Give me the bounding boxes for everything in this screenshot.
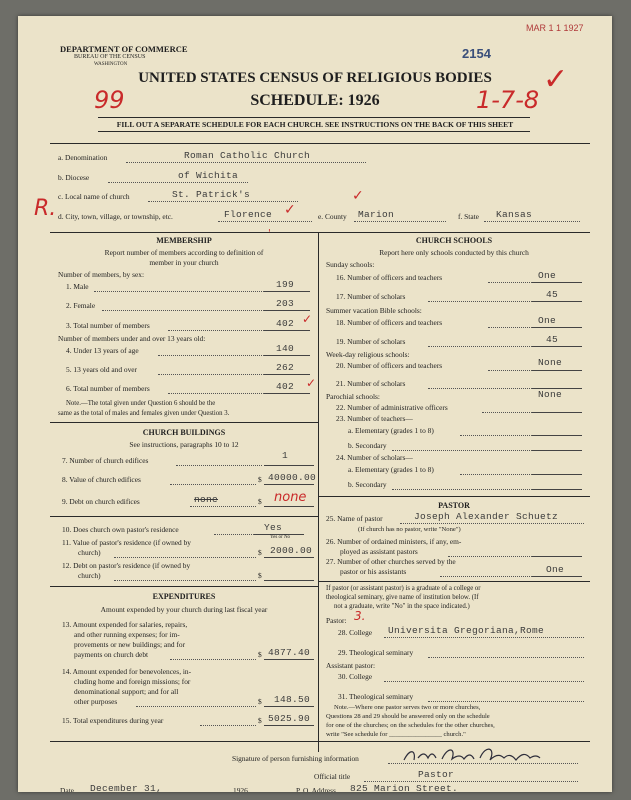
red-check-q3: ✓	[302, 312, 313, 326]
schedule-title: SCHEDULE: 1926	[250, 92, 380, 109]
q24a-label: a. Elementary (grades 1 to 8)	[348, 465, 434, 474]
q7-value: 1	[282, 450, 289, 461]
date-year: 1926.	[233, 786, 250, 792]
denomination-value: Roman Catholic Church	[184, 150, 311, 161]
date-value: December 31,	[90, 783, 163, 792]
q20-value: None	[538, 357, 563, 368]
form-title: UNITED STATES CENSUS OF RELIGIOUS BODIES	[138, 70, 492, 86]
q27-line-1: 27. Number of other churches served by the	[326, 557, 456, 566]
q2-value: 203	[276, 298, 295, 309]
red-mark-membership: '	[268, 228, 271, 239]
q28-value: Universita Gregoriana,Rome	[388, 625, 545, 636]
q24-label: 24. Number of scholars—	[336, 453, 413, 462]
column-divider	[318, 232, 319, 752]
q11-label-2: church)	[78, 548, 101, 557]
handwritten-r-mark: R.	[34, 196, 57, 221]
diocese-value: of Wichita	[178, 170, 239, 181]
q9-handwritten-none: none	[274, 490, 307, 505]
q25-hint: (If church has no pastor, write "None")	[358, 526, 461, 533]
q27-line-2: pastor or his assistants	[340, 567, 407, 576]
membership-note-2: same as the total of males and females given under Question 3.	[58, 410, 230, 417]
q3-value: 402	[276, 318, 295, 329]
q4-value: 140	[276, 343, 295, 354]
q12-label-2: church)	[78, 571, 101, 580]
q14-line-4: other purposes	[74, 697, 118, 706]
county-value: Marion	[358, 209, 395, 220]
membership-intro-2: member in your church	[149, 258, 219, 267]
q18-value: One	[538, 315, 557, 326]
q31-label: 31. Theological seminary	[338, 692, 414, 701]
q24b-label: b. Secondary	[348, 480, 387, 489]
q25-value: Joseph Alexander Schuetz	[414, 511, 559, 522]
q26-line-2: ployed as assistant pastors	[340, 547, 418, 556]
q26-line-1: 26. Number of ordained ministers, if any, em-	[326, 537, 462, 546]
q8-value: 40000.00	[268, 472, 317, 483]
pastor-note-2: Questions 28 and 29 should be answered only on the schedule	[326, 713, 490, 720]
sunday-schools-label: Sunday schools:	[326, 260, 375, 269]
expenditures-intro: Amount expended by your church during last fiscal year	[100, 605, 268, 614]
schools-heading: CHURCH SCHOOLS	[415, 236, 493, 245]
q6-label: 6. Total number of members	[66, 384, 150, 393]
q25-label: 25. Name of pastor	[326, 514, 383, 523]
bureau-label: BUREAU OF THE CENSUS	[74, 54, 146, 60]
official-title-label: Official title	[314, 772, 351, 781]
q23a-label: a. Elementary (grades 1 to 8)	[348, 426, 434, 435]
q8-label: 8. Value of church edifices	[62, 475, 141, 484]
q13-line-3: provements or new buildings; and for	[74, 640, 186, 649]
q15-value: 5025.90	[268, 713, 311, 724]
q30-label: 30. College	[338, 672, 373, 681]
pastor-handwritten-mark: 3.	[354, 609, 366, 623]
q28-label: 28. College	[338, 628, 373, 637]
q13-line-1: 13. Amount expended for salaries, repairs,	[62, 620, 188, 629]
q13-value: 4877.40	[268, 647, 311, 658]
q4-label: 4. Under 13 years of age	[66, 346, 139, 355]
q14-line-1: 14. Amount expended for benevolences, in-	[62, 667, 192, 676]
city-town-value: Florence	[224, 209, 273, 220]
city-town-label: d. City, town, village, or township, etc.	[58, 212, 173, 221]
state-value: Kansas	[496, 209, 533, 220]
q10-value: Yes	[264, 522, 283, 533]
diocese-label: b. Diocese	[58, 173, 90, 182]
q16-value: One	[538, 270, 557, 281]
q14-line-3: denominational support; and for all	[74, 687, 179, 696]
official-title-value: Pastor	[418, 769, 455, 780]
instruction-line: FILL OUT A SEPARATE SCHEDULE FOR EACH CHURCH. SEE INSTRUCTIONS ON THE BACK OF THIS SHEET	[116, 120, 514, 129]
expenditures-heading: EXPENDITURES	[152, 592, 216, 601]
handwritten-number-left: 99	[94, 86, 125, 114]
q14-line-2: cluding home and foreign missions; for	[74, 677, 191, 686]
q19-value: 45	[546, 334, 559, 345]
red-check-city: ✓	[284, 202, 296, 218]
q27-value: One	[546, 564, 565, 575]
q20-label: 20. Number of officers and teachers	[336, 361, 443, 370]
q19-label: 19. Number of scholars	[336, 337, 406, 346]
q13-line-4: payments on church debt	[74, 650, 149, 659]
q3-label: 3. Total number of members	[66, 321, 150, 330]
pastor-note-3: for one of the churches; on the schedules for the other churches,	[326, 722, 495, 729]
q15-label: 15. Total expenditures during year	[62, 716, 164, 725]
q17-label: 17. Number of scholars	[336, 292, 406, 301]
q11-label-1: 11. Value of pastor's residence (if owned by	[62, 538, 191, 547]
main-top-rule	[50, 232, 590, 233]
q9-value: none	[194, 494, 219, 505]
q12-label-1: 12. Debt on pastor's residence (if owned by	[62, 561, 191, 570]
state-label: f. State	[458, 212, 479, 221]
q22-value: None	[538, 389, 563, 400]
local-name-value: St. Patrick's	[172, 189, 251, 200]
membership-note-1: Note.—The total given under Question 6 should be the	[66, 400, 216, 407]
identity-top-rule	[50, 143, 590, 144]
q23b-label: b. Secondary	[348, 441, 387, 450]
department-label: DEPARTMENT OF COMMERCE	[60, 44, 188, 54]
summer-schools-label: Summer vacation Bible schools:	[326, 306, 422, 315]
title-rule-top	[98, 117, 530, 118]
denomination-label: a. Denomination	[58, 153, 108, 162]
buildings-heading: CHURCH BUILDINGS	[142, 428, 226, 437]
census-form-sheet: DEPARTMENT OF COMMERCE BUREAU OF THE CENSUS WASHINGTON 2154 MAR 1 1 1927 ✓ UNITED STATES CENSUS OF RELIGIOUS BODIES SCHEDULE: 1926 99 1-7-8 R. FILL OUT A SEPARATE SCHEDULE FOR EACH CHURCH. SEE INSTRUCTIONS ON THE BACK OF THIS SHEET a. Denomination Roman Catholic Church b. Diocese of Wichita c. Local name of church St. Patrick's d. City, town, village, or township, etc. Florence ✓ e. County Marion ✓ f. State Kansas MEMBERSHIP ' Report number of members according to definition of member in your church Number of members, by sex: 1. Male 199 2. Female 203 3. Total number of members 402 ✓ Number of members under and over 13 years old: 4. Under 13 years of age 140 5. 13 years old and over 262 6. Total number of members 402 ✓ Note.—The total given under Question 6 should be the same as the total of males and females given under Question 3. CHURCH BUILDINGS See instructions, paragraphs 10 to 12 7. Number of church edifices 1 8. Value of church edifices $ 40000.00 9. Debt on church edifices none $ none 10. Does church own pastor's residence Yes Yes or No 11. Value of pastor's residence (if owned by church) $ 2000.00 12. Debt on pastor's residence (if owned by church) $ EXPENDITURES Amount expended by your church during last fiscal year 13. Amount expended for salaries, repairs, and other running expenses; for im- provements or new buildings; and for payments on church debt $ 4877.40 14. Amount expended for benevolences, in- cluding home and foreign missions; for denominational support; and for all other purposes $ 148.50 15. Total expenditures during year $ 5025.90 CHURCH SCHOOLS Report here only schools conducted by this church Sunday schools: 16. Number of officers and teachers One 17. Number of scholars 45 Summer vacation Bible schools: 18. Number of officers and teachers One 19. Number of scholars 45 Week-day religious schools: 20. Number of officers and teachers None 21. Number of scholars Parochial schools: 22. Number of administrative officers None 23. Number of teachers— a. Elementary (grades 1 to 8) b. Secondary 24. Number of scholars— a. Elementary (grades 1 to 8) b. Secondary PASTOR 25. Name of pastor Joseph Alexander Schuetz (If church has no pastor, write "None") 26. Number of ordained ministers, if any, em- ployed as assistant pastors 27. Number of other churches served by the pastor or his assistants One If pastor (or assistant pastor) is a graduate of a college or theological seminary, give name of institution below. (If not a graduate, write "No" in the space indicated.) Pastor: 3. 28. College Universita Gregoriana,Rome 29. Theological seminary Assistant pastor: 30. College 31. Theological seminary Note.—Where one pastor serves two or more churches, Questions 28 and 29 should be answered only on the schedule for one of the churches; on the schedules for the other churches, write "See schedule for ________________ church." Signature of person furnishing information Official title Pastor Date December 31, 1926. P. O. Address 825 Marion Street.	[18, 16, 612, 792]
red-check-county: ✓	[352, 188, 364, 204]
membership-intro-1: Report number of members according to definition of	[104, 248, 264, 257]
signature-label: Signature of person furnishing information	[232, 754, 359, 763]
age-intro-label: Number of members under and over 13 years old:	[58, 334, 206, 343]
pastor-note-1: Note.—Where one pastor serves two or more churches,	[334, 704, 481, 711]
title-rule-bottom	[98, 131, 530, 132]
weekday-schools-label: Week-day religious schools:	[326, 350, 410, 359]
q21-label: 21. Number of scholars	[336, 379, 406, 388]
q18-label: 18. Number of officers and teachers	[336, 318, 443, 327]
q10-label: 10. Does church own pastor's residence	[62, 525, 179, 534]
po-address-value: 825 Marion Street.	[350, 783, 459, 792]
schools-intro: Report here only schools conducted by this church	[379, 248, 529, 257]
q17-value: 45	[546, 289, 559, 300]
q5-value: 262	[276, 362, 295, 373]
graduate-instruction-3: not a graduate, write "No" in the space indicated.)	[334, 603, 470, 610]
handwritten-number-right: 1-7-8	[476, 86, 540, 114]
pastor-note-4: write "See schedule for ________________ church."	[326, 731, 466, 738]
graduate-instruction-1: If pastor (or assistant pastor) is a graduate of a college or	[326, 585, 481, 592]
po-address-label: P. O. Address	[296, 786, 336, 792]
pastor-sub-label: Pastor:	[326, 616, 347, 625]
date-label: Date	[60, 786, 74, 792]
red-checkmark-top: ✓	[543, 62, 569, 97]
q23-label: 23. Number of teachers—	[336, 414, 413, 423]
county-label: e. County	[318, 212, 347, 221]
graduate-instruction-2: theological seminary, give name of institution below. (If	[326, 594, 479, 601]
q10-hint: Yes or No	[270, 535, 291, 540]
membership-heading: MEMBERSHIP	[156, 236, 212, 245]
q6-value: 402	[276, 381, 295, 392]
assistant-pastor-label: Assistant pastor:	[326, 661, 376, 670]
q11-value: 2000.00	[270, 545, 313, 556]
local-name-label: c. Local name of church	[58, 192, 130, 201]
q7-label: 7. Number of church edifices	[62, 456, 149, 465]
parochial-schools-label: Parochial schools:	[326, 392, 380, 401]
q1-label: 1. Male	[66, 282, 89, 291]
q9-label: 9. Debt on church edifices	[62, 497, 140, 506]
q5-label: 5. 13 years old and over	[66, 365, 138, 374]
q2-label: 2. Female	[66, 301, 96, 310]
pastor-signature	[400, 744, 550, 766]
city-label: WASHINGTON	[94, 62, 128, 67]
q13-line-2: and other running expenses; for im-	[74, 630, 180, 639]
pastor-heading: PASTOR	[438, 501, 470, 510]
q29-label: 29. Theological seminary	[338, 648, 414, 657]
q14-value: 148.50	[274, 694, 311, 705]
received-stamp: MAR 1 1 1927	[526, 23, 584, 33]
q22-label: 22. Number of administrative officers	[336, 403, 448, 412]
by-sex-label: Number of members, by sex:	[58, 270, 144, 279]
red-check-q6: ✓	[306, 376, 317, 390]
form-number: 2154	[462, 46, 491, 61]
buildings-see-instructions: See instructions, paragraphs 10 to 12	[129, 440, 239, 449]
q16-label: 16. Number of officers and teachers	[336, 273, 443, 282]
q1-value: 199	[276, 279, 295, 290]
